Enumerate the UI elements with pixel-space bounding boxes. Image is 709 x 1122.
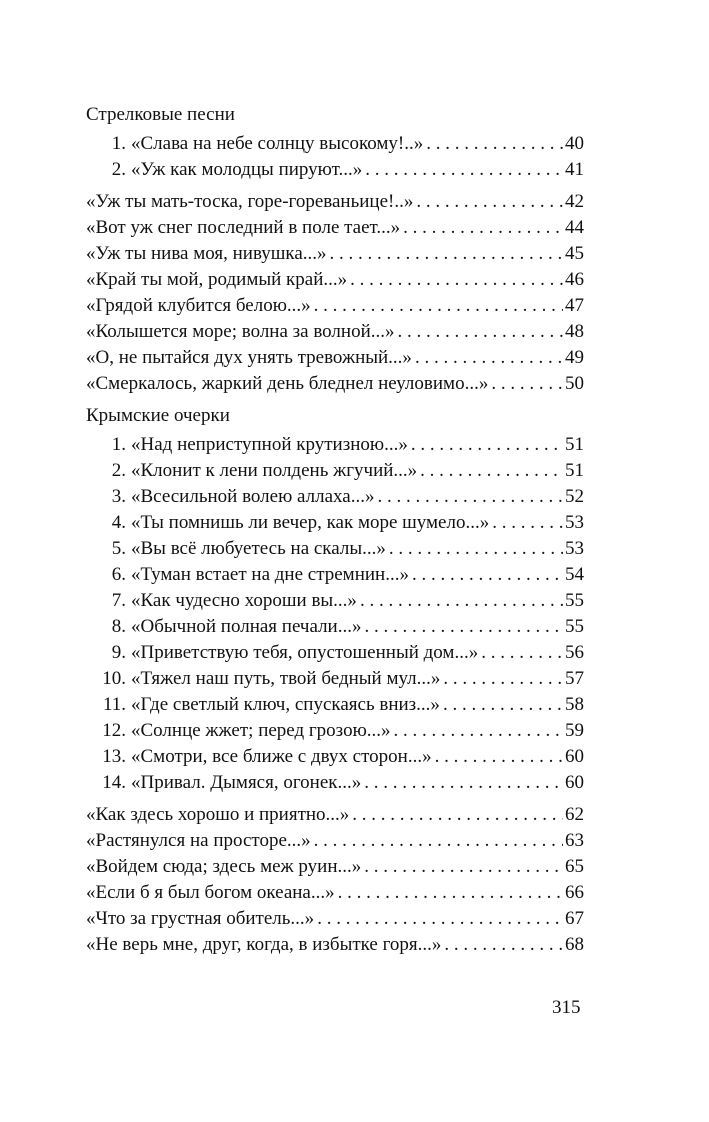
entry-number: 7. bbox=[111, 590, 126, 611]
entry-title: «Обычной полная печали...» bbox=[131, 616, 362, 637]
entry-title: «Тяжел наш путь, твой бедный мул...» bbox=[131, 668, 441, 689]
entry-page: 49 bbox=[565, 347, 584, 368]
entry-title: «О, не пытайся дух унять тревожный...» bbox=[86, 347, 412, 368]
entry-title: «Вот уж снег последний в поле тает...» bbox=[86, 217, 401, 238]
entry-title: «Край ты мой, родимый край...» bbox=[86, 269, 348, 290]
entry-number: 3. bbox=[111, 486, 126, 507]
entry-number: 4. bbox=[111, 512, 126, 533]
toc-entry bbox=[86, 432, 584, 458]
dot-leader bbox=[317, 906, 563, 932]
entry-title: «Приветствую тебя, опустошенный дом...» bbox=[131, 642, 479, 663]
toc-entry bbox=[86, 293, 584, 319]
toc-entry bbox=[86, 880, 584, 906]
entry-page: 51 bbox=[565, 434, 584, 455]
entry-number: 14. bbox=[102, 772, 126, 793]
entry-number: 2. bbox=[111, 159, 126, 180]
section-heading-strelkovye: Стрелковые песни bbox=[86, 104, 235, 125]
toc-entry bbox=[86, 536, 584, 562]
dot-leader bbox=[360, 588, 563, 614]
toc-entry bbox=[86, 215, 584, 241]
entry-title: «Слава на небе солнцу высокому!..» bbox=[131, 133, 424, 154]
entry-title: «Где светлый ключ, спускаясь вниз...» bbox=[131, 694, 440, 715]
dot-leader bbox=[491, 371, 563, 397]
entry-page: 53 bbox=[565, 538, 584, 559]
dot-leader bbox=[352, 802, 563, 828]
toc-entry bbox=[86, 345, 584, 371]
toc-entry bbox=[86, 241, 584, 267]
toc-entry bbox=[86, 588, 584, 614]
entry-number: 10. bbox=[102, 668, 126, 689]
toc-entry bbox=[86, 189, 584, 215]
entry-title: «Смеркалось, жаркий день бледнел неуловимо...» bbox=[86, 373, 489, 394]
toc-entry bbox=[86, 906, 584, 932]
entry-page: 47 bbox=[565, 295, 584, 316]
toc-entry bbox=[86, 614, 584, 640]
entry-title: «Что за грустная обитель...» bbox=[86, 908, 315, 929]
entry-title: «Колышется море; волна за волной...» bbox=[86, 321, 395, 342]
entry-page: 52 bbox=[565, 486, 584, 507]
table-of-contents bbox=[86, 102, 584, 958]
dot-leader bbox=[403, 215, 563, 241]
entry-title: «Клонит к лени полдень жгучий...» bbox=[131, 460, 418, 481]
dot-leader bbox=[330, 241, 563, 267]
dot-leader bbox=[338, 880, 563, 906]
section-heading-krymskie: Крымские очерки bbox=[86, 405, 230, 426]
toc-entry bbox=[86, 131, 584, 157]
entry-page: 55 bbox=[565, 616, 584, 637]
entry-page: 41 bbox=[565, 159, 584, 180]
dot-leader bbox=[350, 267, 563, 293]
entry-page: 48 bbox=[565, 321, 584, 342]
entry-page: 44 bbox=[565, 217, 584, 238]
entry-page: 58 bbox=[565, 694, 584, 715]
entry-page: 57 bbox=[565, 668, 584, 689]
entry-title: «Не верь мне, друг, когда, в избытке горя...» bbox=[86, 934, 442, 955]
toc-entry bbox=[86, 828, 584, 854]
entry-title: «Ты помнишь ли вечер, как море шумело...» bbox=[131, 512, 490, 533]
dot-leader bbox=[443, 692, 563, 718]
dot-leader bbox=[415, 345, 563, 371]
entry-page: 65 bbox=[565, 856, 584, 877]
entry-page: 68 bbox=[565, 934, 584, 955]
entry-title: «Войдем сюда; здесь меж руин...» bbox=[86, 856, 362, 877]
dot-leader bbox=[443, 666, 563, 692]
entry-title: «Солнце жжет; перед грозою...» bbox=[131, 720, 391, 741]
dot-leader bbox=[364, 770, 563, 796]
dot-leader bbox=[481, 640, 563, 666]
entry-title: «Растянулся на просторе...» bbox=[86, 830, 311, 851]
dot-leader bbox=[398, 319, 564, 345]
toc-entry bbox=[86, 692, 584, 718]
entry-number: 8. bbox=[111, 616, 126, 637]
entry-page: 46 bbox=[565, 269, 584, 290]
dot-leader bbox=[365, 157, 563, 183]
dot-leader bbox=[314, 828, 563, 854]
entry-page: 53 bbox=[565, 512, 584, 533]
toc-entry bbox=[86, 640, 584, 666]
toc-entry bbox=[86, 458, 584, 484]
entry-number: 5. bbox=[111, 538, 126, 559]
entry-number: 6. bbox=[111, 564, 126, 585]
entry-title: «Как чудесно хороши вы...» bbox=[131, 590, 357, 611]
entry-page: 60 bbox=[565, 772, 584, 793]
entry-page: 66 bbox=[565, 882, 584, 903]
toc-entry bbox=[86, 484, 584, 510]
entry-page: 54 bbox=[565, 564, 584, 585]
dot-leader bbox=[420, 458, 563, 484]
entry-number: 11. bbox=[102, 694, 126, 715]
entry-page: 45 bbox=[565, 243, 584, 264]
entry-page: 63 bbox=[565, 830, 584, 851]
entry-title: «Уж как молодцы пируют...» bbox=[131, 159, 363, 180]
toc-entry bbox=[86, 932, 584, 958]
entry-title: «Грядой клубится белою...» bbox=[86, 295, 311, 316]
entry-number: 13. bbox=[102, 746, 126, 767]
entry-page: 51 bbox=[565, 460, 584, 481]
entry-page: 60 bbox=[565, 746, 584, 767]
dot-leader bbox=[364, 854, 563, 880]
entry-page: 62 bbox=[565, 804, 584, 825]
dot-leader bbox=[426, 131, 563, 157]
dot-leader bbox=[377, 484, 563, 510]
entry-title: «Уж ты нива моя, нивушка...» bbox=[86, 243, 327, 264]
entry-title: «Как здесь хорошо и приятно...» bbox=[86, 804, 350, 825]
entry-number: 2. bbox=[111, 460, 126, 481]
toc-entry bbox=[86, 267, 584, 293]
dot-leader bbox=[389, 536, 563, 562]
toc-entry bbox=[86, 666, 584, 692]
page-number: 315 bbox=[552, 997, 581, 1018]
toc-entry bbox=[86, 157, 584, 183]
entry-title: «Привал. Дымяся, огонек...» bbox=[131, 772, 362, 793]
entry-page: 56 bbox=[565, 642, 584, 663]
dot-leader bbox=[411, 432, 563, 458]
toc-entry bbox=[86, 371, 584, 397]
entry-title: «Уж ты мать-тоска, горе-гореваньице!..» bbox=[86, 191, 414, 212]
toc-entry bbox=[86, 770, 584, 796]
dot-leader bbox=[394, 718, 563, 744]
toc-entry bbox=[86, 319, 584, 345]
entry-page: 40 bbox=[565, 133, 584, 154]
toc-entry bbox=[86, 802, 584, 828]
dot-leader bbox=[416, 189, 563, 215]
entry-page: 67 bbox=[565, 908, 584, 929]
dot-leader bbox=[435, 744, 563, 770]
entry-page: 50 bbox=[565, 373, 584, 394]
entry-title: «Если б я был богом океана...» bbox=[86, 882, 335, 903]
entry-title: «Вы всё любуетесь на скалы...» bbox=[131, 538, 386, 559]
toc-entry bbox=[86, 854, 584, 880]
entry-page: 55 bbox=[565, 590, 584, 611]
entry-page: 42 bbox=[565, 191, 584, 212]
entry-title: «Над неприступной крутизною...» bbox=[131, 434, 408, 455]
entry-title: «Туман встает на дне стремнин...» bbox=[131, 564, 409, 585]
entry-number: 12. bbox=[102, 720, 126, 741]
toc-entry bbox=[86, 744, 584, 770]
dot-leader bbox=[492, 510, 563, 536]
entry-page: 59 bbox=[565, 720, 584, 741]
entry-number: 1. bbox=[111, 133, 126, 154]
dot-leader bbox=[314, 293, 563, 319]
entry-number: 1. bbox=[111, 434, 126, 455]
entry-number: 9. bbox=[111, 642, 126, 663]
dot-leader bbox=[364, 614, 563, 640]
toc-entry bbox=[86, 510, 584, 536]
entry-title: «Всесильной волею аллаха...» bbox=[131, 486, 375, 507]
dot-leader bbox=[444, 932, 563, 958]
entry-title: «Смотри, все ближе с двух сторон...» bbox=[131, 746, 432, 767]
toc-entry bbox=[86, 562, 584, 588]
toc-entry bbox=[86, 718, 584, 744]
dot-leader bbox=[412, 562, 563, 588]
